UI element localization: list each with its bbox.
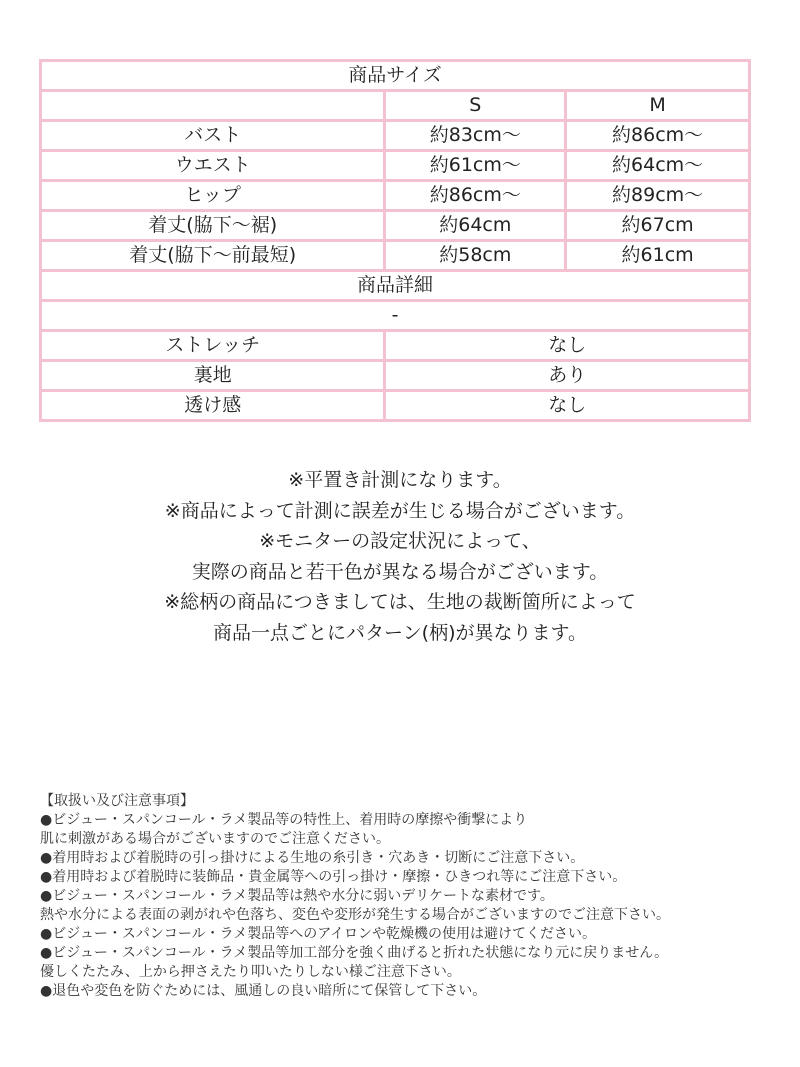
table-header-row xyxy=(41,91,750,121)
size-table-title: 商品サイズ xyxy=(41,61,750,91)
header-cell-m: M xyxy=(566,91,750,121)
table-row xyxy=(41,181,750,211)
row-label: 着丈(脇下〜前最短) xyxy=(41,241,385,271)
header-cell-empty xyxy=(41,91,385,121)
row-value: なし xyxy=(385,331,750,361)
cell-s: 約83cm〜 xyxy=(385,121,566,151)
row-label: ストレッチ xyxy=(41,331,385,361)
care-line: ●ビジュー・スパンコール・ラメ製品等の特性上、着用時の摩擦や衝撃により xyxy=(40,812,528,828)
table-row xyxy=(41,211,750,241)
note-line: ※総柄の商品につきましては、生地の裁断箇所によって xyxy=(164,591,636,613)
note-line: ※商品によって計測に誤差が生じる場合がございます。 xyxy=(164,499,636,522)
cell-m: 約89cm〜 xyxy=(566,181,750,211)
table-row xyxy=(41,331,750,361)
care-line: 熱や水分による表面の剥がれや色落ち、変色や変形が発生する場合がございますのでご注意下さい。 xyxy=(40,907,670,923)
care-line: ●ビジュー・スパンコール・ラメ製品等加工部分を強く曲げると折れた状態になり元に戻りません。 xyxy=(40,945,669,961)
care-line: ●着用時および着脱時の引っ掛けによる生地の糸引き・穴あき・切断にご注意下さい。 xyxy=(40,850,585,866)
care-line: ●退色や変色を防ぐためには、風通しの良い暗所にて保管して下さい。 xyxy=(40,983,487,999)
table-row xyxy=(41,241,750,271)
detail-table-title: 商品詳細 xyxy=(41,271,750,301)
row-label: 透け感 xyxy=(41,391,385,421)
note-line: 商品一点ごとにパターン(柄)が異なります。 xyxy=(213,621,587,644)
size-detail-table xyxy=(39,59,751,422)
row-value: あり xyxy=(385,361,750,391)
cell-m: 約61cm xyxy=(566,241,750,271)
cell-s: 約58cm xyxy=(385,241,566,271)
table-row xyxy=(41,361,750,391)
care-instructions xyxy=(40,792,790,1001)
care-line: ●着用時および着脱時に装飾品・貴金属等への引っ掛け・摩擦・ひきつれ等にご注意下さい。 xyxy=(40,869,627,885)
cell-m: 約86cm〜 xyxy=(566,121,750,151)
cell-m: 約67cm xyxy=(566,211,750,241)
table-row xyxy=(41,151,750,181)
note-line: 実際の商品と若干色が異なる場合がございます。 xyxy=(191,560,609,583)
row-value: なし xyxy=(385,391,750,421)
detail-note: - xyxy=(41,301,750,331)
care-line: ●ビジュー・スパンコール・ラメ製品等は熱や水分に弱いデリケートな素材です。 xyxy=(40,888,554,904)
cell-s: 約64cm xyxy=(385,211,566,241)
care-heading: 【取扱い及び注意事項】 xyxy=(40,793,194,809)
row-label: ウエスト xyxy=(41,151,385,181)
header-cell-s: S xyxy=(385,91,566,121)
table-row xyxy=(41,301,750,331)
row-label: 裏地 xyxy=(41,361,385,391)
care-line: 優しくたたみ、上から押さえたり叩いたりしない様ご注意下さい。 xyxy=(40,964,461,980)
cell-m: 約64cm〜 xyxy=(566,151,750,181)
table-row xyxy=(41,271,750,301)
row-label: ヒップ xyxy=(41,181,385,211)
measurement-notes xyxy=(0,465,800,648)
note-line: ※平置き計測になります。 xyxy=(288,469,512,491)
table-row xyxy=(41,61,750,91)
table-row xyxy=(41,121,750,151)
care-line: ●ビジュー・スパンコール・ラメ製品等へのアイロンや乾燥機の使用は避けてください。 xyxy=(40,926,596,942)
table-row xyxy=(41,391,750,421)
note-line: ※モニターの設定状況によって、 xyxy=(259,530,541,552)
cell-s: 約61cm〜 xyxy=(385,151,566,181)
row-label: バスト xyxy=(41,121,385,151)
row-label: 着丈(脇下〜裾) xyxy=(41,211,385,241)
cell-s: 約86cm〜 xyxy=(385,181,566,211)
care-line: 肌に刺激がある場合がございますのでご注意ください。 xyxy=(40,831,390,847)
